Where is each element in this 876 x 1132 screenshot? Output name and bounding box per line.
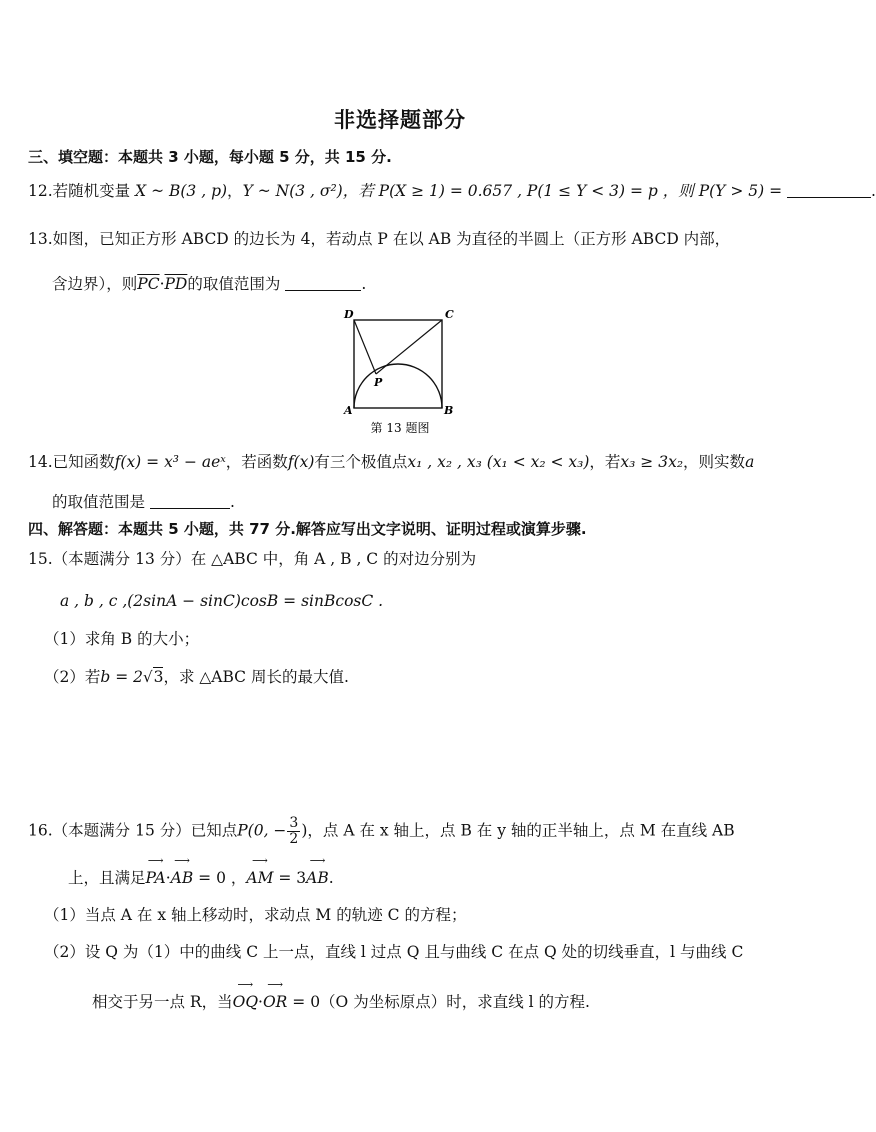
q12-condition: ，若 P(X ≥ 1) = 0.657 , P(1 ≤ Y < 3) = p ，则 P(Y > 5) = [342,182,783,200]
q14-answer-blank[interactable] [150,494,230,509]
q14-function: f(x) = x³ − aeˣ [114,453,226,471]
q16-text-b: ，点 A 在 x 轴上，点 B 在 y 轴的正半轴上，点 M 在直线 AB [307,821,735,840]
q16-fraction [287,816,300,847]
q12-number: 12. [28,182,53,200]
q16-part2-text-a: 相交于另一点 R，当 [92,993,233,1011]
question-14-line1 [28,452,754,472]
section-4-header: 四、解答题：本题共 5 小题，共 77 分.解答应写出文字说明、证明过程或演算步骤. [28,520,587,538]
question-15-part2: （2）若b = 2√3，求 △ABC 周长的最大值. [44,668,349,686]
segment-pd [354,320,376,374]
q16-point-end: ) [301,821,308,840]
label-a: A [344,404,353,417]
question-15-line1: 15.（本题满分 13 分）在 △ABC 中，角 A , B , C 的对边分别为 [28,550,477,568]
question-12: 12.若随机变量 X ~ B(3 , p)，Y ~ N(3 , σ²)，若 P(X ≥ 1) = 0.657 , P(1 ≤ Y < 3) = p ，则 P(Y > 5) = . [28,182,876,200]
section-3-header: 三、填空题：本题共 3 小题，每小题 5 分，共 15 分. [28,148,392,166]
q12-y-distribution: Y ~ N(3 , σ²) [242,182,343,200]
q16-vector-oq: ⟶ OQ [233,992,258,1012]
q16-vector-am: ⟶ AM [246,868,273,888]
q14-text-c: 有三个极值点 [314,453,408,471]
question-16-line1 [28,816,735,847]
question-16-line2: 上，且满足⟶ PA·⟶ AB = 0 ，⟶ AM = 3⟶ AB. [68,868,334,888]
question-16-part1: （1）当点 A 在 x 轴上移动时，求动点 M 的轨迹 C 的方程； [44,906,467,924]
semicircle-ab [354,364,442,408]
q14-text-d: ，若 [589,453,621,471]
q14-text-line2: 的取值范围是 [52,493,146,511]
q12-answer-blank[interactable] [787,183,871,198]
q15-part2-tail: ，求 △ABC 周长的最大值. [163,668,349,686]
question-16-part2-line1: （2）设 Q 为（1）中的曲线 C 上一点，直线 l 过点 Q 且与曲线 C 在点 Q 处的切线垂直，l 与曲线 C [44,943,744,961]
q13-answer-blank[interactable] [285,276,361,291]
q15-sqrt-radicand: 3 [153,668,164,686]
q16-text-a: 16.（本题满分 15 分）已知点 [28,821,238,840]
q13-vector-pd: $\overline{PD}$ [164,275,188,293]
q13-figure [340,308,460,438]
q14-text-e: ，则实数 [683,453,746,471]
question-15-part1: （1）求角 B 的大小； [44,630,200,648]
q16-eq-three: = 3 [273,869,307,887]
q16-line2-end: . [328,869,334,887]
q14-text-b: ，若函数 [225,453,288,471]
q16-eq-zero: = 0 ， [193,869,247,887]
question-13-line2: 含边界），则$\overline{PC}\cdot\overline{PD}$的取值范围为 . [52,275,367,293]
q12-lead: 若随机变量 [52,182,131,200]
label-d: D [344,308,354,321]
q14-extreme-points: x₁ , x₂ , x₃ (x₁ < x₂ < x₃) [407,453,590,471]
label-p: P [374,376,383,389]
q13-dot: · [159,275,165,293]
q13-text-b: 的取值范围为 [187,275,281,293]
question-14-line2: 的取值范围是 . [52,493,235,511]
q12-sep: ， [227,182,243,200]
q13-vector-pc: $\overline{PC}$ [137,275,160,293]
q16-text-line2: 上，且满足 [68,869,146,887]
q14-variable-a: a [745,453,755,471]
q16-vector-ab-2: ⟶ AB [306,868,329,888]
q12-x-distribution: X ~ B(3 , p) [135,182,228,200]
label-c: C [445,308,454,321]
q14-inequality: x₃ ≥ 3x₂ [620,453,684,471]
figure-caption: 第 13 题图 [370,421,430,435]
q13-text-a: 含边界），则 [52,275,138,293]
q14-fx: f(x) [287,453,315,471]
q16-vector-or: ⟶ OR [263,992,287,1012]
question-16-part2-line2: 相交于另一点 R，当⟶ OQ·⟶ OR = 0（O 为坐标原点）时，求直线 l 的方程. [92,992,590,1012]
q14-text-a: 14.已知函数 [28,453,115,471]
label-b: B [444,404,454,417]
q15-b-value: b = 2 [100,668,143,686]
q16-vector-pa: ⟶ PA [146,868,166,888]
page-title: 非选择题部分 [334,108,466,132]
q16-fraction-denominator: 2 [289,831,299,847]
q16-point-p: P(0, − [237,821,287,840]
question-15-line2: a , b , c ,(2sinA − sinC)cosB = sinBcosC . [60,592,384,610]
question-13-line1: 13.如图，已知正方形 ABCD 的边长为 4，若动点 P 在以 AB 为直径的半圆上（正方形 ABCD 内部， [28,230,731,248]
q16-part2-text-b: = 0（O 为坐标原点）时，求直线 l 的方程. [287,993,590,1011]
q15-part2-lead: （2）若 [44,668,101,686]
q16-vector-ab: ⟶ AB [171,868,194,888]
q16-fraction-numerator: 3 [289,815,299,831]
